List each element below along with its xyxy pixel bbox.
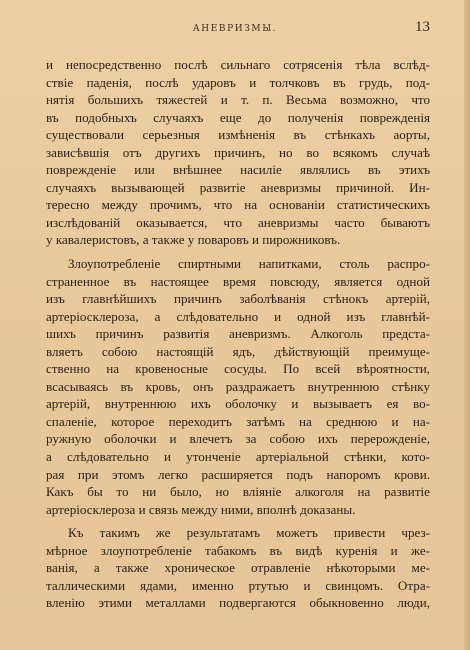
- text-line: таллическими ядами, именно ртутью и свинцомъ. Отра-: [46, 577, 430, 593]
- text-line: Злоупотребленіе спиртными напитками, столь распро-: [68, 256, 430, 272]
- text-line: вляетъ собою настоящій ядъ, дѣйствующій преимуще-: [46, 343, 430, 359]
- text-line: вленію этими металлами подвергаются обыкновенно люди,: [46, 595, 430, 611]
- text-line: Какъ бы то ни было, но вліяніе алкоголя на развитіе: [46, 484, 430, 500]
- text-line: а слѣдовательно и утонченіе артеріальной стѣнки, кото-: [46, 449, 430, 465]
- text-line: рая при этомъ легко расширяется подъ напоромъ крови.: [46, 466, 430, 482]
- text-line: всасываясь въ кровь, онъ раздражаетъ внутреннюю стѣнку: [46, 378, 430, 394]
- text-line: мѣрное злоупотребленіе табакомъ въ видѣ куренія и же-: [46, 542, 430, 558]
- body-text: [46, 56, 430, 612]
- text-line: зависѣвшія отъ другихъ причинъ, но во всякомъ случаѣ: [46, 144, 430, 160]
- text-line: у кавалеристовъ, а также у поваровъ и пирожниковъ.: [46, 232, 341, 248]
- text-line: страненное въ настоящее время повсюду, является одной: [46, 273, 430, 289]
- text-line: въ подобныхъ случаяхъ еще до полученія поврежденія: [46, 109, 430, 125]
- text-line: спаленіе, которое переходитъ затѣмъ на среднюю и на-: [46, 413, 430, 429]
- text-line: Къ такимъ же результатамъ можетъ привести чрез-: [68, 525, 430, 541]
- text-line: и непосредственно послѣ сильнаго сотрясенія тѣла вслѣд-: [46, 57, 430, 72]
- text-line: шихъ причинъ развитія аневризмъ. Алкоголь предста-: [46, 326, 430, 342]
- text-line: ванія, а также хроническое отравленіе нѣкоторыми ме-: [46, 560, 430, 576]
- text-line: поврежденіе или внѣшнее насиліе являлись въ этихъ: [46, 162, 430, 178]
- text-line: нятія большихъ тяжестей и т. п. Весьма возможно, что: [46, 92, 430, 108]
- text-line: артеріосклероза и связь между ними, вполнѣ доказаны.: [46, 501, 356, 517]
- text-line: изслѣдованій оказывается, что аневризмы часто бываютъ: [46, 214, 430, 230]
- text-line: тересно между прочимъ, что на основаніи статистическихъ: [46, 197, 430, 213]
- paragraph-3: [46, 524, 430, 612]
- text-line: ружную оболочки и влечетъ за собою ихъ перерожденіе,: [46, 431, 430, 447]
- paragraph-1: [46, 56, 430, 249]
- page-number: 13: [415, 19, 430, 35]
- text-line: изъ главнѣйшихъ причинъ заболѣванія стѣнокъ артерій,: [46, 291, 430, 307]
- running-header: АНЕВРИЗМЫ.: [192, 24, 278, 34]
- page-edge: [464, 0, 470, 650]
- text-line: артеріосклероза, а слѣдовательно и одной изъ главнѣй-: [46, 308, 430, 324]
- text-line: существовали серьезныя измѣненія въ стѣнкахъ аорты,: [46, 127, 430, 143]
- text-line: ственно на кровеносные сосуды. По всей вѣроятности,: [46, 361, 430, 377]
- text-line: ствіе паденія, послѣ ударовъ и толчковъ въ грудь, под-: [46, 74, 430, 90]
- text-line: случаяхъ вызывающей развитіе аневризмы причиной. Ин-: [46, 179, 430, 195]
- paragraph-2: [46, 255, 430, 518]
- text-line: артерій, внутреннюю ихъ оболочку и вызываетъ ея во-: [46, 396, 430, 412]
